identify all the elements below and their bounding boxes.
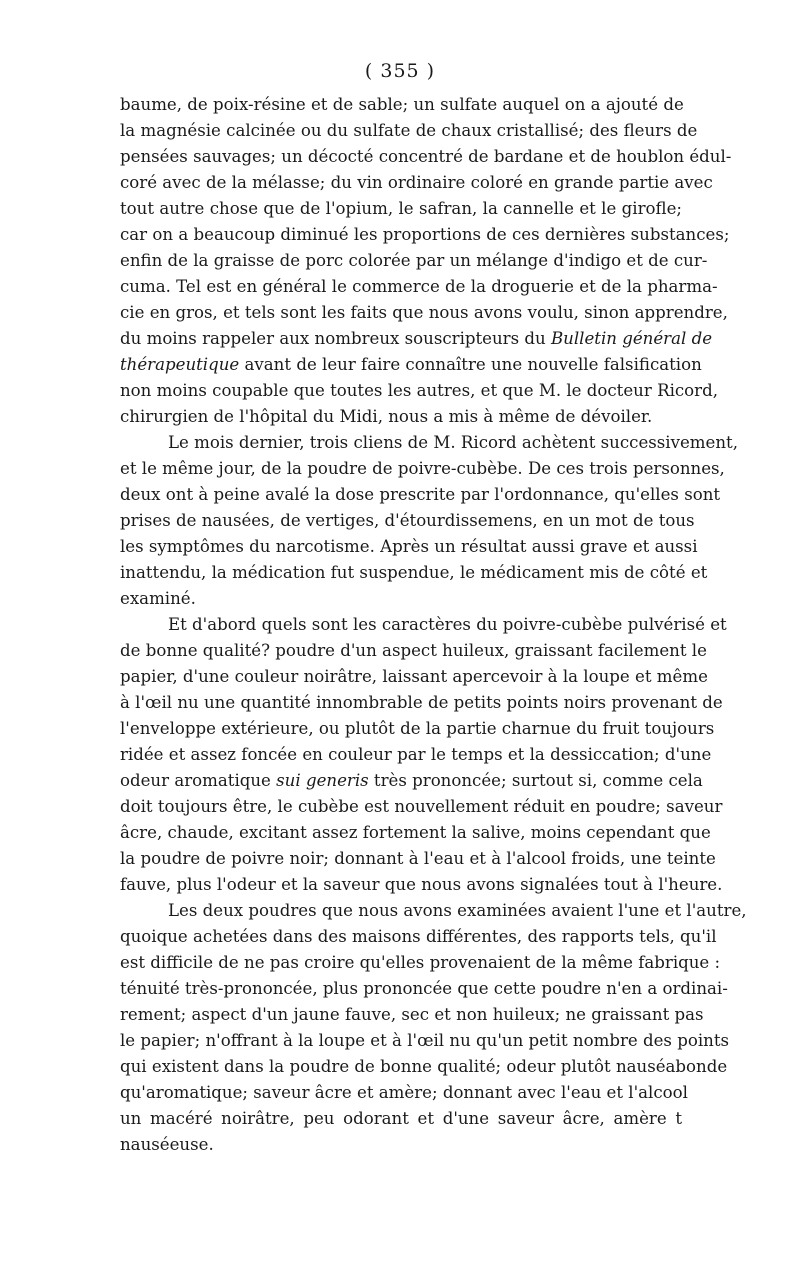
text-segment: odeur aromatique <box>120 771 277 790</box>
text-line: enfin de la graisse de porc colorée par un mélange d'indigo et de cur- <box>120 251 708 270</box>
text-line: ridée et assez foncée en couleur par le temps et la dessiccation; d'une <box>120 745 712 764</box>
text-line: de bonne qualité? poudre d'un aspect huileux, graissant facilement le <box>120 641 707 660</box>
body-text <box>120 92 747 1158</box>
text-line: papier, d'une couleur noirâtre, laissant apercevoir à la loupe et même <box>120 667 708 686</box>
text-line: examiné. <box>120 589 196 608</box>
text-line: deux ont à peine avalé la dose prescrite par l'ordonnance, qu'elles sont <box>120 485 721 504</box>
text-line-with-title <box>120 326 713 352</box>
text-line: et le même jour, de la poudre de poivre-cubèbe. De ces trois personnes, <box>120 459 725 478</box>
text-line: prises de nausées, de vertiges, d'étourdissemens, en un mot de tous <box>120 511 695 530</box>
text-line: qu'aromatique; saveur âcre et amère; donnant avec l'eau et l'alcool <box>120 1083 688 1102</box>
text-line: doit toujours être, le cubèbe est nouvellement réduit en poudre; saveur <box>120 797 723 816</box>
text-line: chirurgien de l'hôpital du Midi, nous a mis à même de dévoiler. <box>120 407 653 426</box>
paragraph-1 <box>120 92 732 430</box>
text-line: pensées sauvages; un décocté concentré de bardane et de houblon édul- <box>120 147 732 166</box>
text-line: quoique achetées dans des maisons différentes, des rapports tels, qu'il <box>120 927 717 946</box>
page-number: ( 355 ) <box>364 60 436 82</box>
text-line: ténuité très-prononcée, plus prononcée que cette poudre n'en a ordinai- <box>120 979 728 998</box>
paragraph-4 <box>120 898 747 1158</box>
text-segment: du moins rappeler aux nombreux souscripteurs du <box>120 329 551 348</box>
text-line: fauve, plus l'odeur et la saveur que nous avons signalées tout à l'heure. <box>120 875 723 894</box>
text-line: car on a beaucoup diminué les proportions de ces dernières substances; <box>120 225 730 244</box>
text-line: nauséeuse. <box>120 1135 214 1154</box>
journal-title-continued: thérapeutique <box>120 355 240 374</box>
text-segment: avant de leur faire connaître une nouvelle falsification <box>239 355 702 374</box>
text-line: les symptômes du narcotisme. Après un résultat aussi grave et aussi <box>120 537 698 556</box>
text-segment: très prononcée; surtout si, comme cela <box>368 771 703 790</box>
text-line: rement; aspect d'un jaune fauve, sec et non huileux; ne graissant pas <box>120 1005 704 1024</box>
text-line: non moins coupable que toutes les autres, et que M. le docteur Ricord, <box>120 381 718 400</box>
text-line: un macéré noirâtre, peu odorant et d'une saveur âcre, amère t <box>120 1109 682 1128</box>
text-line: le papier; n'offrant à la loupe et à l'œil nu qu'un petit nombre des points <box>120 1031 730 1050</box>
text-line: cie en gros, et tels sont les faits que nous avons voulu, sinon apprendre, <box>120 303 728 322</box>
paragraph-3 <box>120 612 727 898</box>
text-line: Et d'abord quels sont les caractères du poivre-cubèbe pulvérisé et <box>168 615 727 634</box>
text-line-with-title <box>120 352 702 378</box>
text-line: la poudre de poivre noir; donnant à l'eau et à l'alcool froids, une teinte <box>120 849 716 868</box>
journal-title: Bulletin général de <box>550 329 713 348</box>
text-line: la magnésie calcinée ou du sulfate de chaux cristallisé; des fleurs de <box>120 121 698 140</box>
text-line: tout autre chose que de l'opium, le safran, la cannelle et le girofle; <box>120 199 682 218</box>
paragraph-2 <box>120 430 738 612</box>
text-line: cuma. Tel est en général le commerce de la droguerie et de la pharma- <box>120 277 718 296</box>
text-line: à l'œil nu une quantité innombrable de petits points noirs provenant de <box>120 693 723 712</box>
text-line: Le mois dernier, trois cliens de M. Ricord achètent successivement, <box>168 433 738 452</box>
text-line: est difficile de ne pas croire qu'elles provenaient de la même fabrique : <box>120 953 721 972</box>
text-line: Les deux poudres que nous avons examinées avaient l'une et l'autre, <box>168 901 747 920</box>
text-line: âcre, chaude, excitant assez fortement la salive, moins cependant que <box>120 823 711 842</box>
text-line-with-latin <box>120 768 703 794</box>
text-line: inattendu, la médication fut suspendue, le médicament mis de côté et <box>120 563 708 582</box>
text-line: l'enveloppe extérieure, ou plutôt de la partie charnue du fruit toujours <box>120 719 715 738</box>
text-line: qui existent dans la poudre de bonne qualité; odeur plutôt nauséabonde <box>120 1057 728 1076</box>
latin-phrase: sui generis <box>276 771 369 790</box>
text-line: baume, de poix-résine et de sable; un sulfate auquel on a ajouté de <box>120 95 684 114</box>
text-line: coré avec de la mélasse; du vin ordinaire coloré en grande partie avec <box>120 173 713 192</box>
